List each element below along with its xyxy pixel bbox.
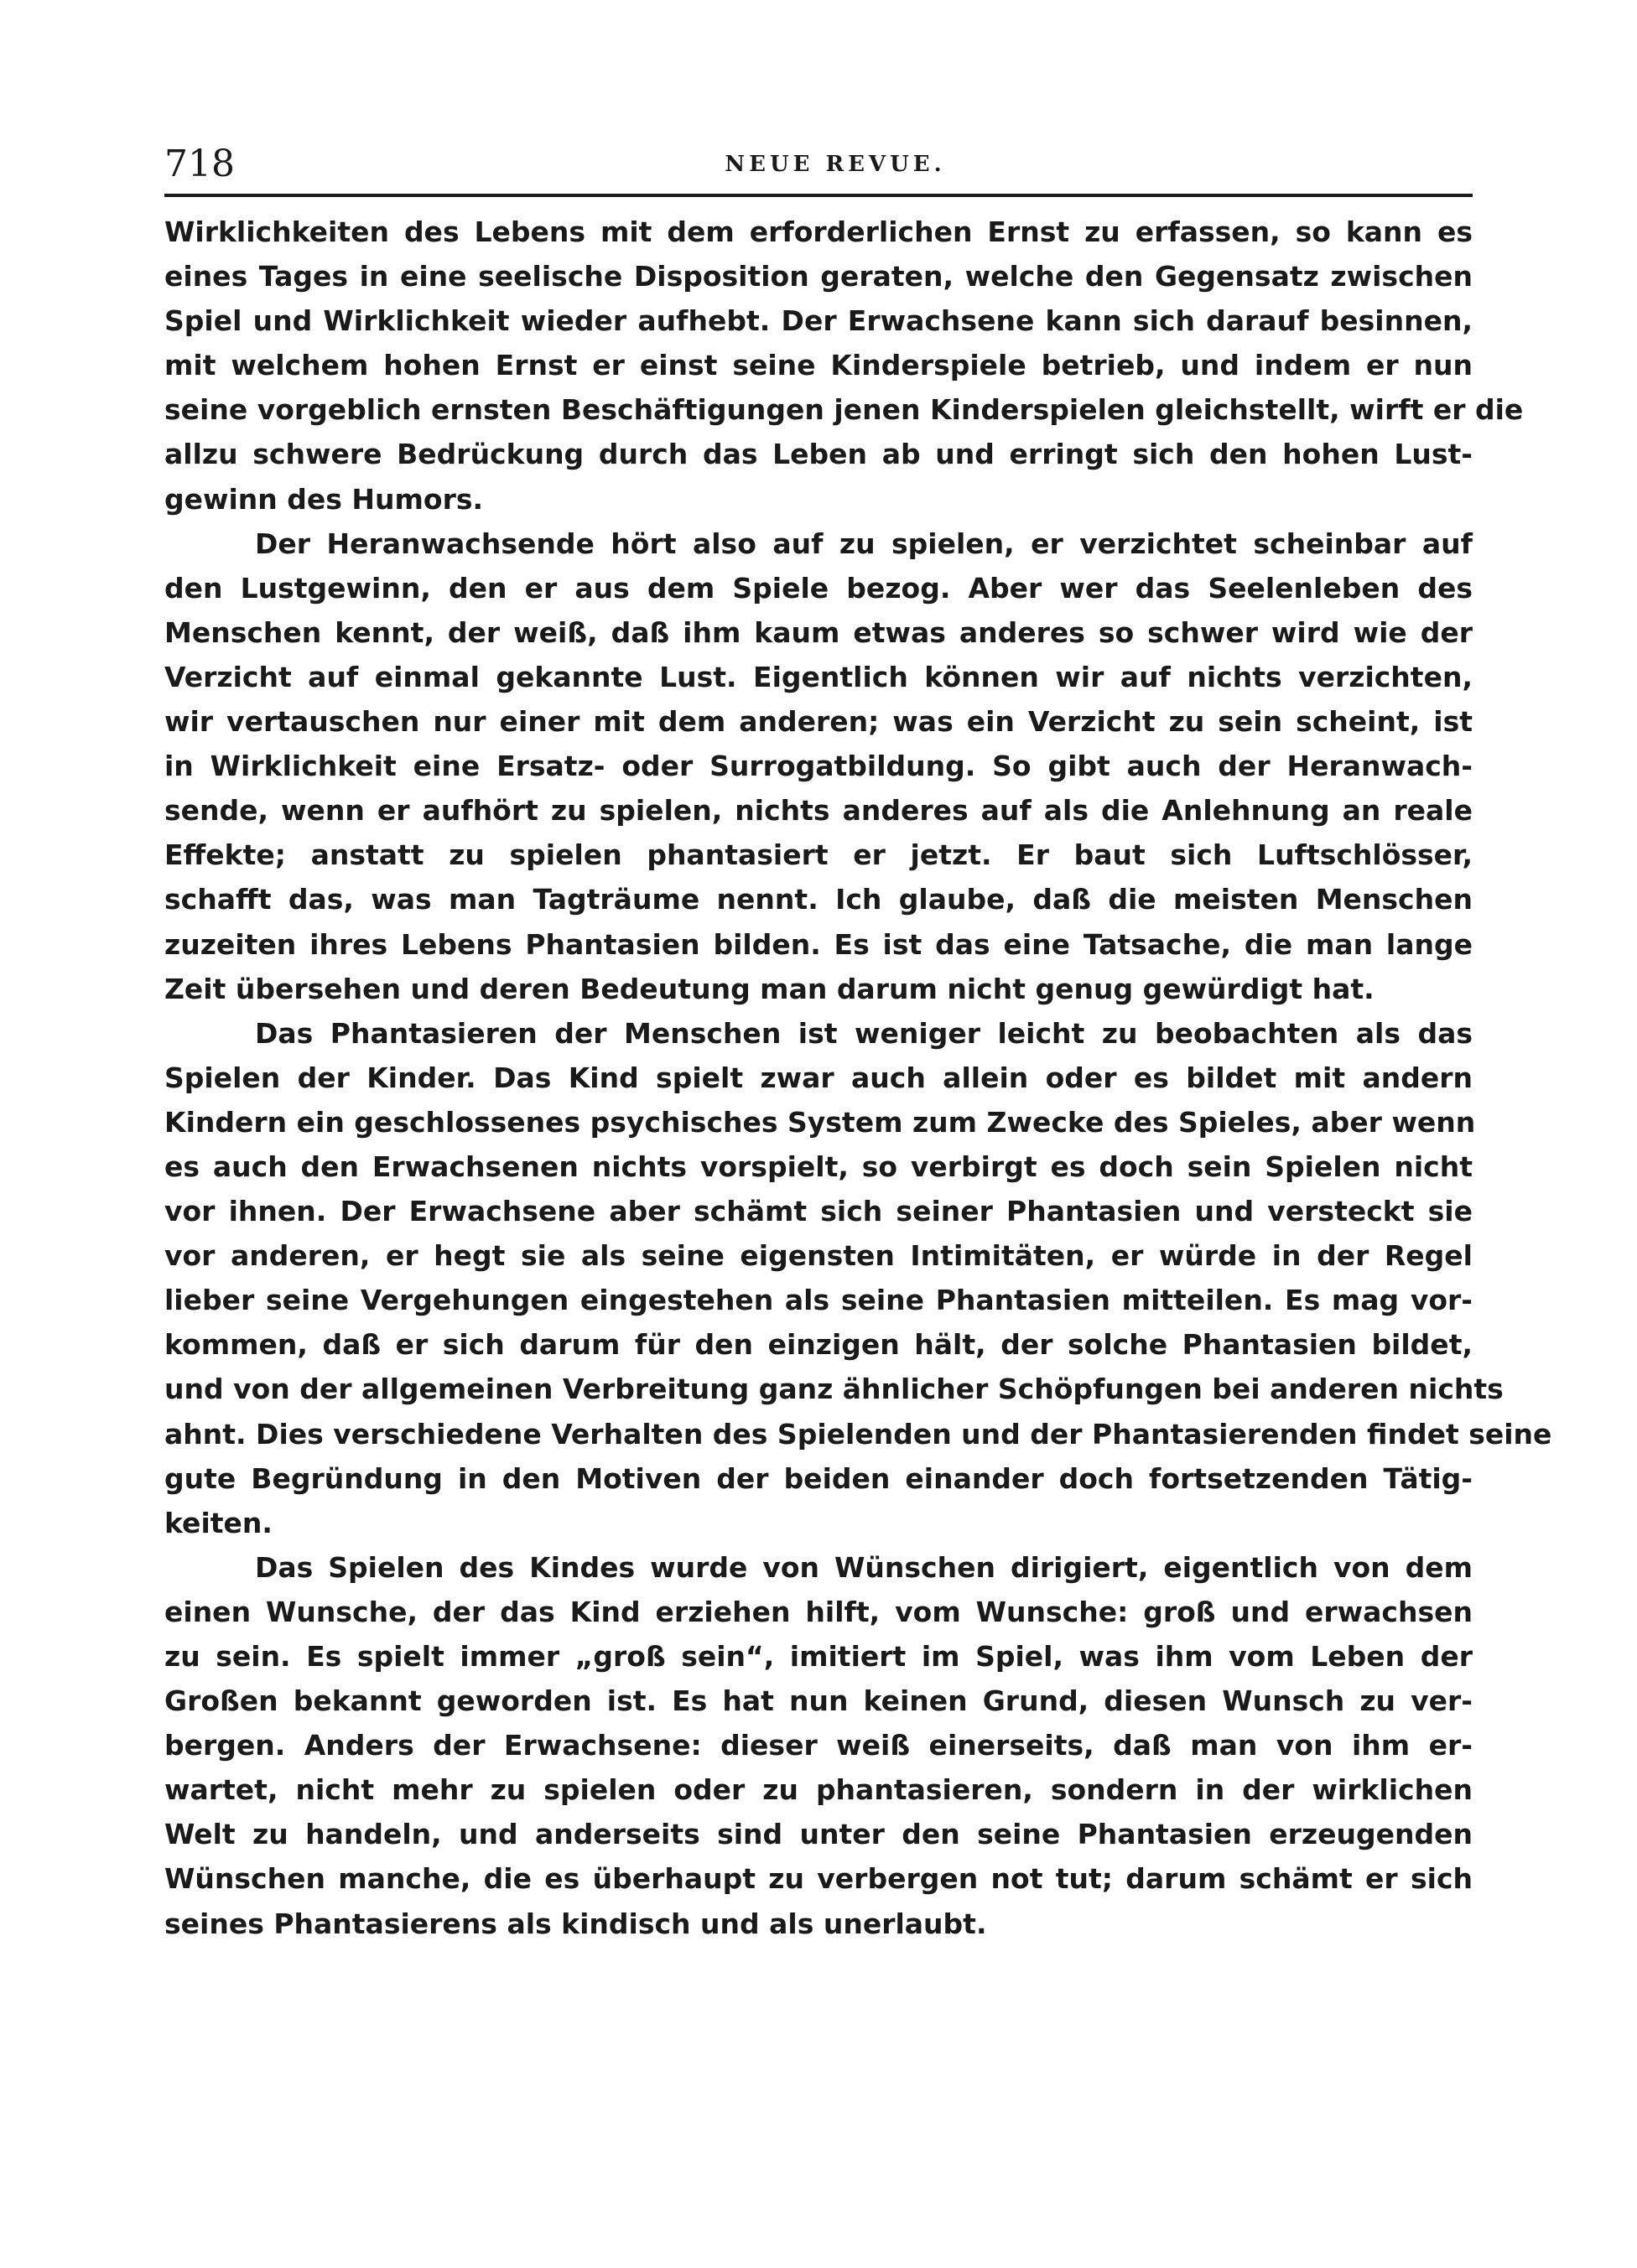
text-line: Wirklichkeiten des Lebens mit dem erforderlichen Ernst zu erfassen, so kann es (164, 215, 1473, 248)
text-line: Zeit übersehen und deren Bedeutung man darum nicht genug gewürdigt hat. (164, 972, 1375, 1005)
text-line: gute Begründung in den Motiven der beiden einander doch fortsetzenden Tätig- (164, 1461, 1473, 1495)
text-line: Welt zu handeln, und anderseits sind unter den seine Phantasien erzeugenden (164, 1818, 1473, 1851)
text-line: zuzeiten ihres Lebens Phantasien bilden. Es ist das eine Tatsache, die man lange (164, 927, 1473, 961)
text-line: seines Phantasierens als kindisch und als unerlaubt. (164, 1907, 987, 1940)
text-line: es auch den Erwachsenen nichts vorspielt, so verbirgt es doch sein Spielen nicht (164, 1150, 1473, 1183)
text-line: Das Spielen des Kindes wurde von Wünschen dirigiert, eigentlich von dem (255, 1550, 1473, 1584)
paragraph (164, 1011, 1552, 1545)
text-line: einen Wunsche, der das Kind erziehen hilft, vom Wunsche: groß und erwachsen (164, 1595, 1473, 1628)
text-line: bergen. Anders der Erwachsene: dieser weiß einerseits, daß man von ihm er- (164, 1729, 1473, 1762)
text-line: mit welchem hohen Ernst er einst seine Kinderspiele betrieb, und indem er nun (164, 349, 1473, 382)
header-rule (164, 194, 1473, 197)
text-line: keiten. (164, 1506, 273, 1539)
text-line: seine vorgeblich ernsten Beschäftigungen jenen Kinderspielen gleichstellt, wirft er die (164, 393, 1524, 427)
text-line: und von der allgemeinen Verbreitung ganz ähnlicher Schöpfungen bei anderen nichts (164, 1373, 1504, 1406)
paragraph (164, 210, 1524, 522)
text-line: allzu schwere Bedrückung durch das Leben ab und erringt sich den hohen Lust- (164, 438, 1473, 471)
text-line: Der Heranwachsende hört also auf zu spielen, er verzichtet scheinbar auf (255, 527, 1473, 560)
page-number: 718 (164, 143, 235, 185)
page-header (164, 141, 1473, 188)
paragraph (164, 522, 1473, 1011)
text-line: zu sein. Es spielt immer „groß sein“, imitiert im Spiel, was ihm vom Leben der (164, 1640, 1473, 1673)
text-line: wartet, nicht mehr zu spielen oder zu phantasieren, sondern in der wirklichen (164, 1773, 1473, 1807)
text-line: Wünschen manche, die es überhaupt zu verbergen not tut; darum schämt er sich (164, 1862, 1473, 1896)
text-line: gewinn des Humors. (164, 482, 484, 516)
text-line: wir vertauschen nur einer mit dem anderen; was ein Verzicht zu sein scheint, ist (164, 705, 1473, 739)
text-line: Verzicht auf einmal gekannte Lust. Eigentlich können wir auf nichts verzichten, (164, 660, 1473, 693)
text-line: vor anderen, er hegt sie als seine eigensten Intimitäten, er würde in der Regel (164, 1239, 1473, 1273)
text-line: ahnt. Dies verschiedene Verhalten des Spielenden und der Phantasierenden findet seine (164, 1417, 1552, 1451)
text-line: den Lustgewinn, den er aus dem Spiele bezog. Aber wer das Seelenleben des (164, 571, 1473, 605)
text-line: eines Tages in eine seelische Disposition geraten, welche den Gegensatz zwischen (164, 260, 1473, 293)
text-line: Großen bekannt geworden ist. Es hat nun keinen Grund, diesen Wunsch zu ver- (164, 1684, 1473, 1718)
text-line: Spielen der Kinder. Das Kind spielt zwar auch allein oder es bildet mit andern (164, 1061, 1473, 1094)
text-line: vor ihnen. Der Erwachsene aber schämt sich seiner Phantasien und versteckt sie (164, 1195, 1473, 1228)
text-line: kommen, daß er sich darum für den einzigen hält, der solche Phantasien bildet, (164, 1328, 1473, 1362)
text-line: sende, wenn er aufhört zu spielen, nichts anderes auf als die Anlehnung an reale (164, 794, 1473, 828)
text-line: schafft das, was man Tagträume nennt. Ich glaube, daß die meisten Menschen (164, 883, 1473, 916)
text-line: Menschen kennt, der weiß, daß ihm kaum etwas anderes so schwer wird wie der (164, 615, 1473, 649)
running-title: NEUE REVUE. (725, 152, 946, 177)
body-text (164, 210, 1552, 1946)
paragraph (164, 1545, 1473, 1946)
text-line: Effekte; anstatt zu spielen phantasiert er jetzt. Er baut sich Luftschlösser, (164, 838, 1473, 872)
text-line: Spiel und Wirklichkeit wieder aufhebt. Der Erwachsene kann sich darauf besinnen, (164, 304, 1473, 338)
text-line: in Wirklichkeit eine Ersatz- oder Surrogatbildung. So gibt auch der Heranwach- (164, 750, 1473, 783)
text-line: Kindern ein geschlossenes psychisches System zum Zwecke des Spieles, aber wenn (164, 1105, 1476, 1139)
text-line: Das Phantasieren der Menschen ist weniger leicht zu beobachten als das (255, 1016, 1473, 1050)
text-line: lieber seine Vergehungen eingestehen als seine Phantasien mitteilen. Es mag vor- (164, 1284, 1473, 1317)
